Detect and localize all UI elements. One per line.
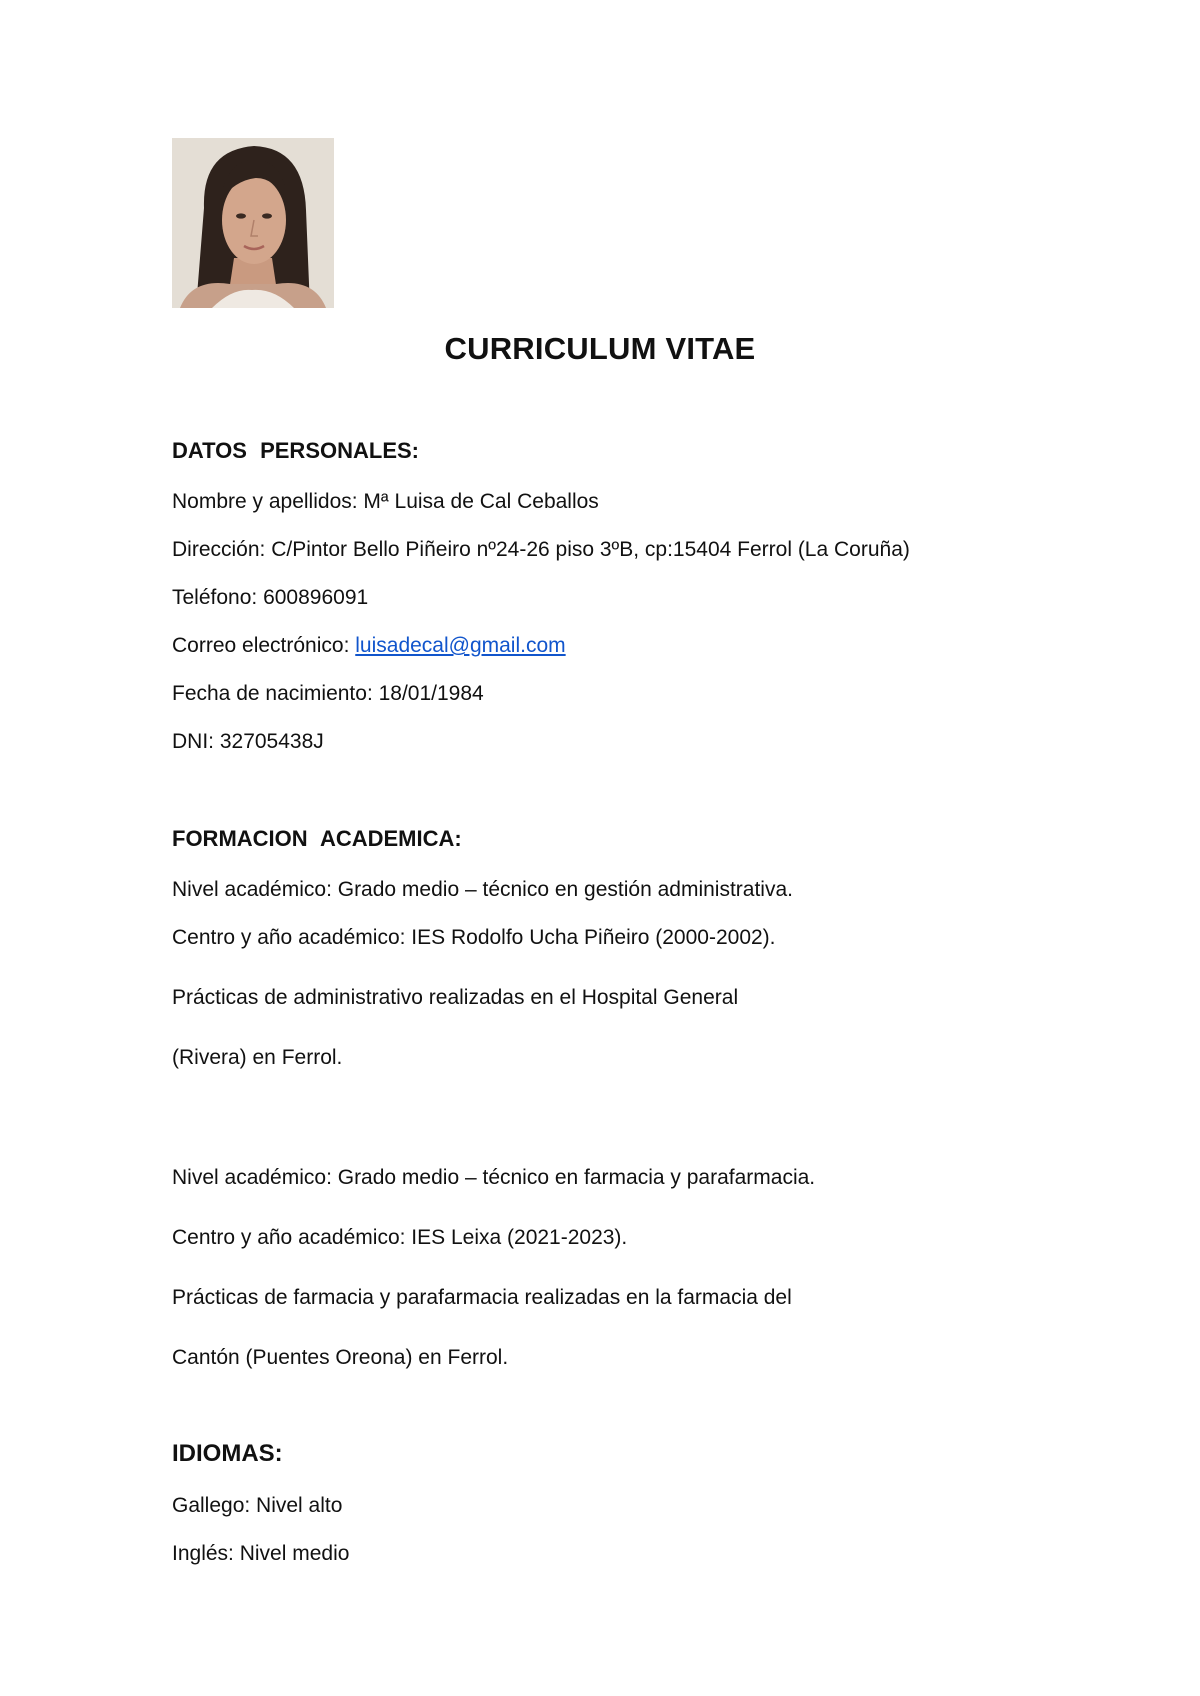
- personal-phone: Teléfono: 600896091: [172, 586, 369, 609]
- personal-dni: DNI: 32705438J: [172, 730, 324, 753]
- education-1-center: Centro y año académico: IES Rodolfo Ucha Piñeiro (2000-2002).: [172, 926, 776, 949]
- portrait-image: [172, 138, 334, 308]
- email-label: Correo electrónico:: [172, 634, 356, 657]
- education-2-practice-line-1: Prácticas de farmacia y parafarmacia realizadas en la farmacia del: [172, 1286, 792, 1309]
- education-2-level: Nivel académico: Grado medio – técnico en farmacia y parafarmacia.: [172, 1166, 816, 1189]
- personal-address: Dirección: C/Pintor Bello Piñeiro nº24-26 piso 3ºB, cp:15404 Ferrol (La Coruña): [172, 538, 910, 561]
- personal-email-line: [172, 634, 566, 658]
- education-1-practice-line-1: Prácticas de administrativo realizadas en el Hospital General: [172, 986, 739, 1009]
- language-galician: Gallego: Nivel alto: [172, 1494, 343, 1517]
- document-title: CURRICULUM VITAE: [444, 331, 756, 366]
- education-1-practice-line-2: (Rivera) en Ferrol.: [172, 1046, 343, 1069]
- section-heading-languages: IDIOMAS:: [172, 1440, 283, 1467]
- education-1-level: Nivel académico: Grado medio – técnico en gestión administrativa.: [172, 878, 793, 901]
- profile-photo: [172, 138, 334, 308]
- section-heading-education: FORMACION ACADEMICA:: [172, 826, 462, 851]
- education-2-practice-line-2: Cantón (Puentes Oreona) en Ferrol.: [172, 1346, 509, 1369]
- personal-name: Nombre y apellidos: Mª Luisa de Cal Ceballos: [172, 490, 599, 513]
- education-2-center: Centro y año académico: IES Leixa (2021-2023).: [172, 1226, 628, 1249]
- personal-birthdate: Fecha de nacimiento: 18/01/1984: [172, 682, 484, 705]
- section-heading-personal: DATOS PERSONALES:: [172, 438, 419, 463]
- email-link[interactable]: luisadecal@gmail.com: [355, 634, 566, 657]
- language-english: Inglés: Nivel medio: [172, 1542, 350, 1565]
